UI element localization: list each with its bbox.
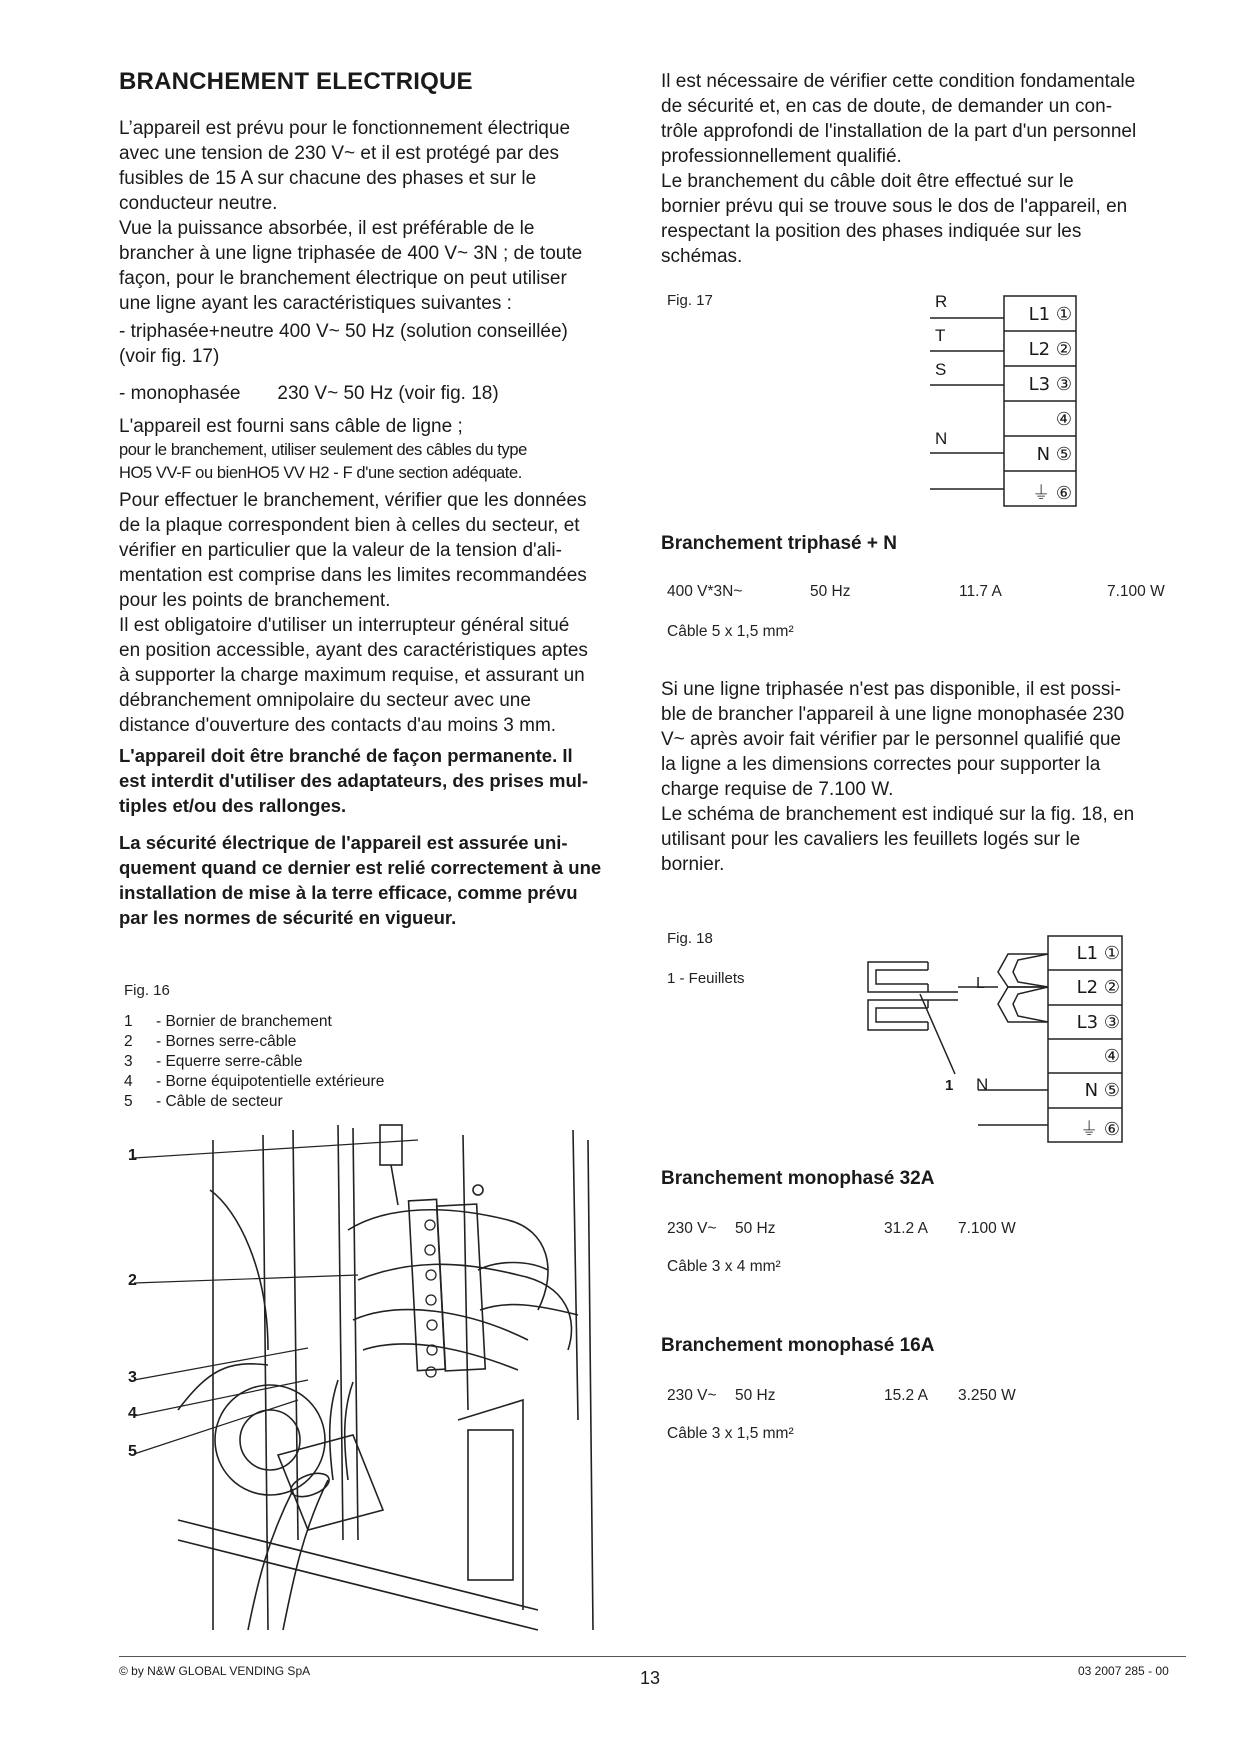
fig17-wire-r: R bbox=[935, 292, 948, 311]
fig16-callout-2: 2 bbox=[128, 1272, 137, 1289]
fig17-label: Fig. 17 bbox=[667, 292, 713, 309]
fig17-wire-s: S bbox=[935, 360, 947, 379]
fig17-terminal-1: L1 ① bbox=[1028, 304, 1072, 325]
mono32-power: 7.100 W bbox=[958, 1220, 1016, 1237]
footer-divider bbox=[119, 1656, 1186, 1657]
fig16-legend bbox=[124, 1012, 384, 1112]
mono16-heading: Branchement monophasé 16A bbox=[661, 1335, 935, 1356]
tri-frequency: 50 Hz bbox=[810, 583, 851, 600]
verification-paragraph: Pour effectuer le branchement, vérifier que les données de la plaque correspondent bien à celles du secteur, et vérifier en particulier que la valeur de la tension d'ali- mentation est comprise dans les limites recommandées pour les points de branchement. Il est obligatoire d'utiliser un interrupteur général situé en position accessible, ayant des caractéristiques aptes à supporter la charge maximum requise, et assurant un débranchement omnipolaire du secteur avec une distance d'ouverture des contacts d'au moins 3 mm. bbox=[119, 490, 588, 736]
fig16-callout-5: 5 bbox=[128, 1443, 137, 1460]
fig18-label: Fig. 18 bbox=[667, 930, 713, 947]
legend-item: 5 - Câble de secteur bbox=[124, 1093, 283, 1110]
fig16-wiring-illustration bbox=[118, 1110, 598, 1640]
fig17-terminal-2: L2 ② bbox=[1028, 339, 1072, 360]
tri-heading: Branchement triphasé + N bbox=[661, 533, 897, 554]
fig16-label: Fig. 16 bbox=[124, 982, 170, 999]
document-code: 03 2007 285 - 00 bbox=[1078, 1664, 1169, 1678]
fig16-callout-3: 3 bbox=[128, 1369, 137, 1386]
no-cable-note: L'appareil est fourni sans câble de ligne ; bbox=[119, 416, 463, 437]
legend-item: 3 - Equerre serre-câble bbox=[124, 1053, 303, 1070]
mono16-frequency: 50 Hz bbox=[735, 1387, 776, 1404]
legend-item: 2 - Bornes serre-câble bbox=[124, 1033, 297, 1050]
tri-cable: Câble 5 x 1,5 mm² bbox=[667, 623, 794, 640]
earthing-warning: La sécurité électrique de l'appareil est assurée uni- quement quand ce dernier est relié correctement à une installation de mise à la terre efficace, comme prévu par les normes de sécurité en vigueur. bbox=[119, 832, 602, 928]
page-title: BRANCHEMENT ELECTRIQUE bbox=[119, 68, 473, 95]
cable-type-note: pour le branchement, utiliser seulement des câbles du type HO5 VV-F ou bienHO5 VV H2 - F d'une section adéquate. bbox=[119, 441, 527, 482]
page-number: 13 bbox=[640, 1668, 661, 1688]
fig18-wire-n: N bbox=[976, 1075, 989, 1094]
mono32-cable: Câble 3 x 4 mm² bbox=[667, 1258, 781, 1275]
legend-item: 4 - Borne équipotentielle extérieure bbox=[124, 1073, 385, 1090]
fig17-wire-t: T bbox=[935, 326, 946, 345]
footer-copyright: © by N&W GLOBAL VENDING SpA bbox=[119, 1664, 311, 1678]
permanent-connection-warning: L'appareil doit être branché de façon permanente. Il est interdit d'utiliser des adaptateurs, des prises mul- tiples et/ou des rallonges. bbox=[119, 745, 589, 816]
intro-paragraph: L’appareil est prévu pour le fonctionnement électrique avec une tension de 230 V~ et il est protégé par des fusibles de 15 A sur chacune des phases et sur le conducteur neutre. Vue la puissance absorbée, il est préférable de le brancher à une ligne triphasée de 400 V~ 3N ; de toute façon, pour le branchement électrique on peut utiliser une ligne ayant les caractéristiques suivantes : bbox=[119, 118, 583, 314]
fig18-terminal-4: ④ bbox=[1103, 1046, 1120, 1067]
tri-voltage: 400 V*3N~ bbox=[667, 583, 743, 600]
tri-current: 11.7 A bbox=[959, 583, 1002, 600]
mono16-power: 3.250 W bbox=[958, 1387, 1016, 1404]
tri-power: 7.100 W bbox=[1107, 583, 1165, 600]
fig18-terminal-5: N ⑤ bbox=[1084, 1080, 1120, 1101]
fig16-callout-1: 1 bbox=[128, 1147, 137, 1164]
mono32-frequency: 50 Hz bbox=[735, 1220, 776, 1237]
safety-paragraph: Il est nécessaire de vérifier cette condition fondamentale de sécurité et, en cas de doute, de demander un con- trôle approfondi de l'installation de la part d'un personnel professionnellement qualifié. Le branchement du câble doit être effectué sur le bornier prévu qui se trouve sous le dos de l'appareil, en respectant la position des phases indiquée sur les schémas. bbox=[661, 71, 1137, 267]
fig17-terminal-3: L3 ③ bbox=[1028, 374, 1072, 395]
mono16-current: 15.2 A bbox=[884, 1387, 928, 1404]
mono32-current: 31.2 A bbox=[884, 1220, 928, 1237]
fig18-terminal-2: L2 ② bbox=[1076, 977, 1120, 998]
fig18-callout-1: 1 bbox=[945, 1077, 954, 1094]
fig18-note: 1 - Feuillets bbox=[667, 970, 745, 987]
legend-item: 1 - Bornier de branchement bbox=[124, 1013, 332, 1030]
fig17-terminal-5: N ⑤ bbox=[1036, 444, 1072, 465]
fig18-terminal-3: L3 ③ bbox=[1076, 1012, 1120, 1033]
mono32-heading: Branchement monophasé 32A bbox=[661, 1168, 935, 1189]
fig18-wire-l: L bbox=[976, 975, 985, 992]
fig18-terminal-6: ⏚ ⑥ bbox=[1080, 1119, 1120, 1140]
option-single-phase: - monophasée 230 V~ 50 Hz (voir fig. 18) bbox=[119, 383, 499, 404]
fig17-terminal-6: ⏚ ⑥ bbox=[1032, 483, 1072, 504]
mono32-voltage: 230 V~ bbox=[667, 1220, 717, 1237]
mono16-voltage: 230 V~ bbox=[667, 1387, 717, 1404]
option-three-phase: - triphasée+neutre 400 V~ 50 Hz (solution conseillée) (voir fig. 17) bbox=[119, 321, 568, 367]
single-phase-paragraph: Si une ligne triphasée n'est pas disponible, il est possi- ble de brancher l'appareil à une ligne monophasée 230 V~ après avoir fait vérifier par le personnel qualifié que la ligne a les dimensions correctes pour supporter la charge requise de 7.100 W. Le schéma de branchement est indiqué sur la fig. 18, en utilisant pour les cavaliers les feuillets logés sur le bornier. bbox=[661, 679, 1135, 875]
fig16-callout-4: 4 bbox=[128, 1405, 137, 1422]
mono16-cable: Câble 3 x 1,5 mm² bbox=[667, 1425, 794, 1442]
fig17-wire-n: N bbox=[935, 429, 948, 448]
fig18-terminal-1: L1 ① bbox=[1076, 943, 1120, 964]
fig17-terminal-4: ④ bbox=[1055, 409, 1072, 430]
